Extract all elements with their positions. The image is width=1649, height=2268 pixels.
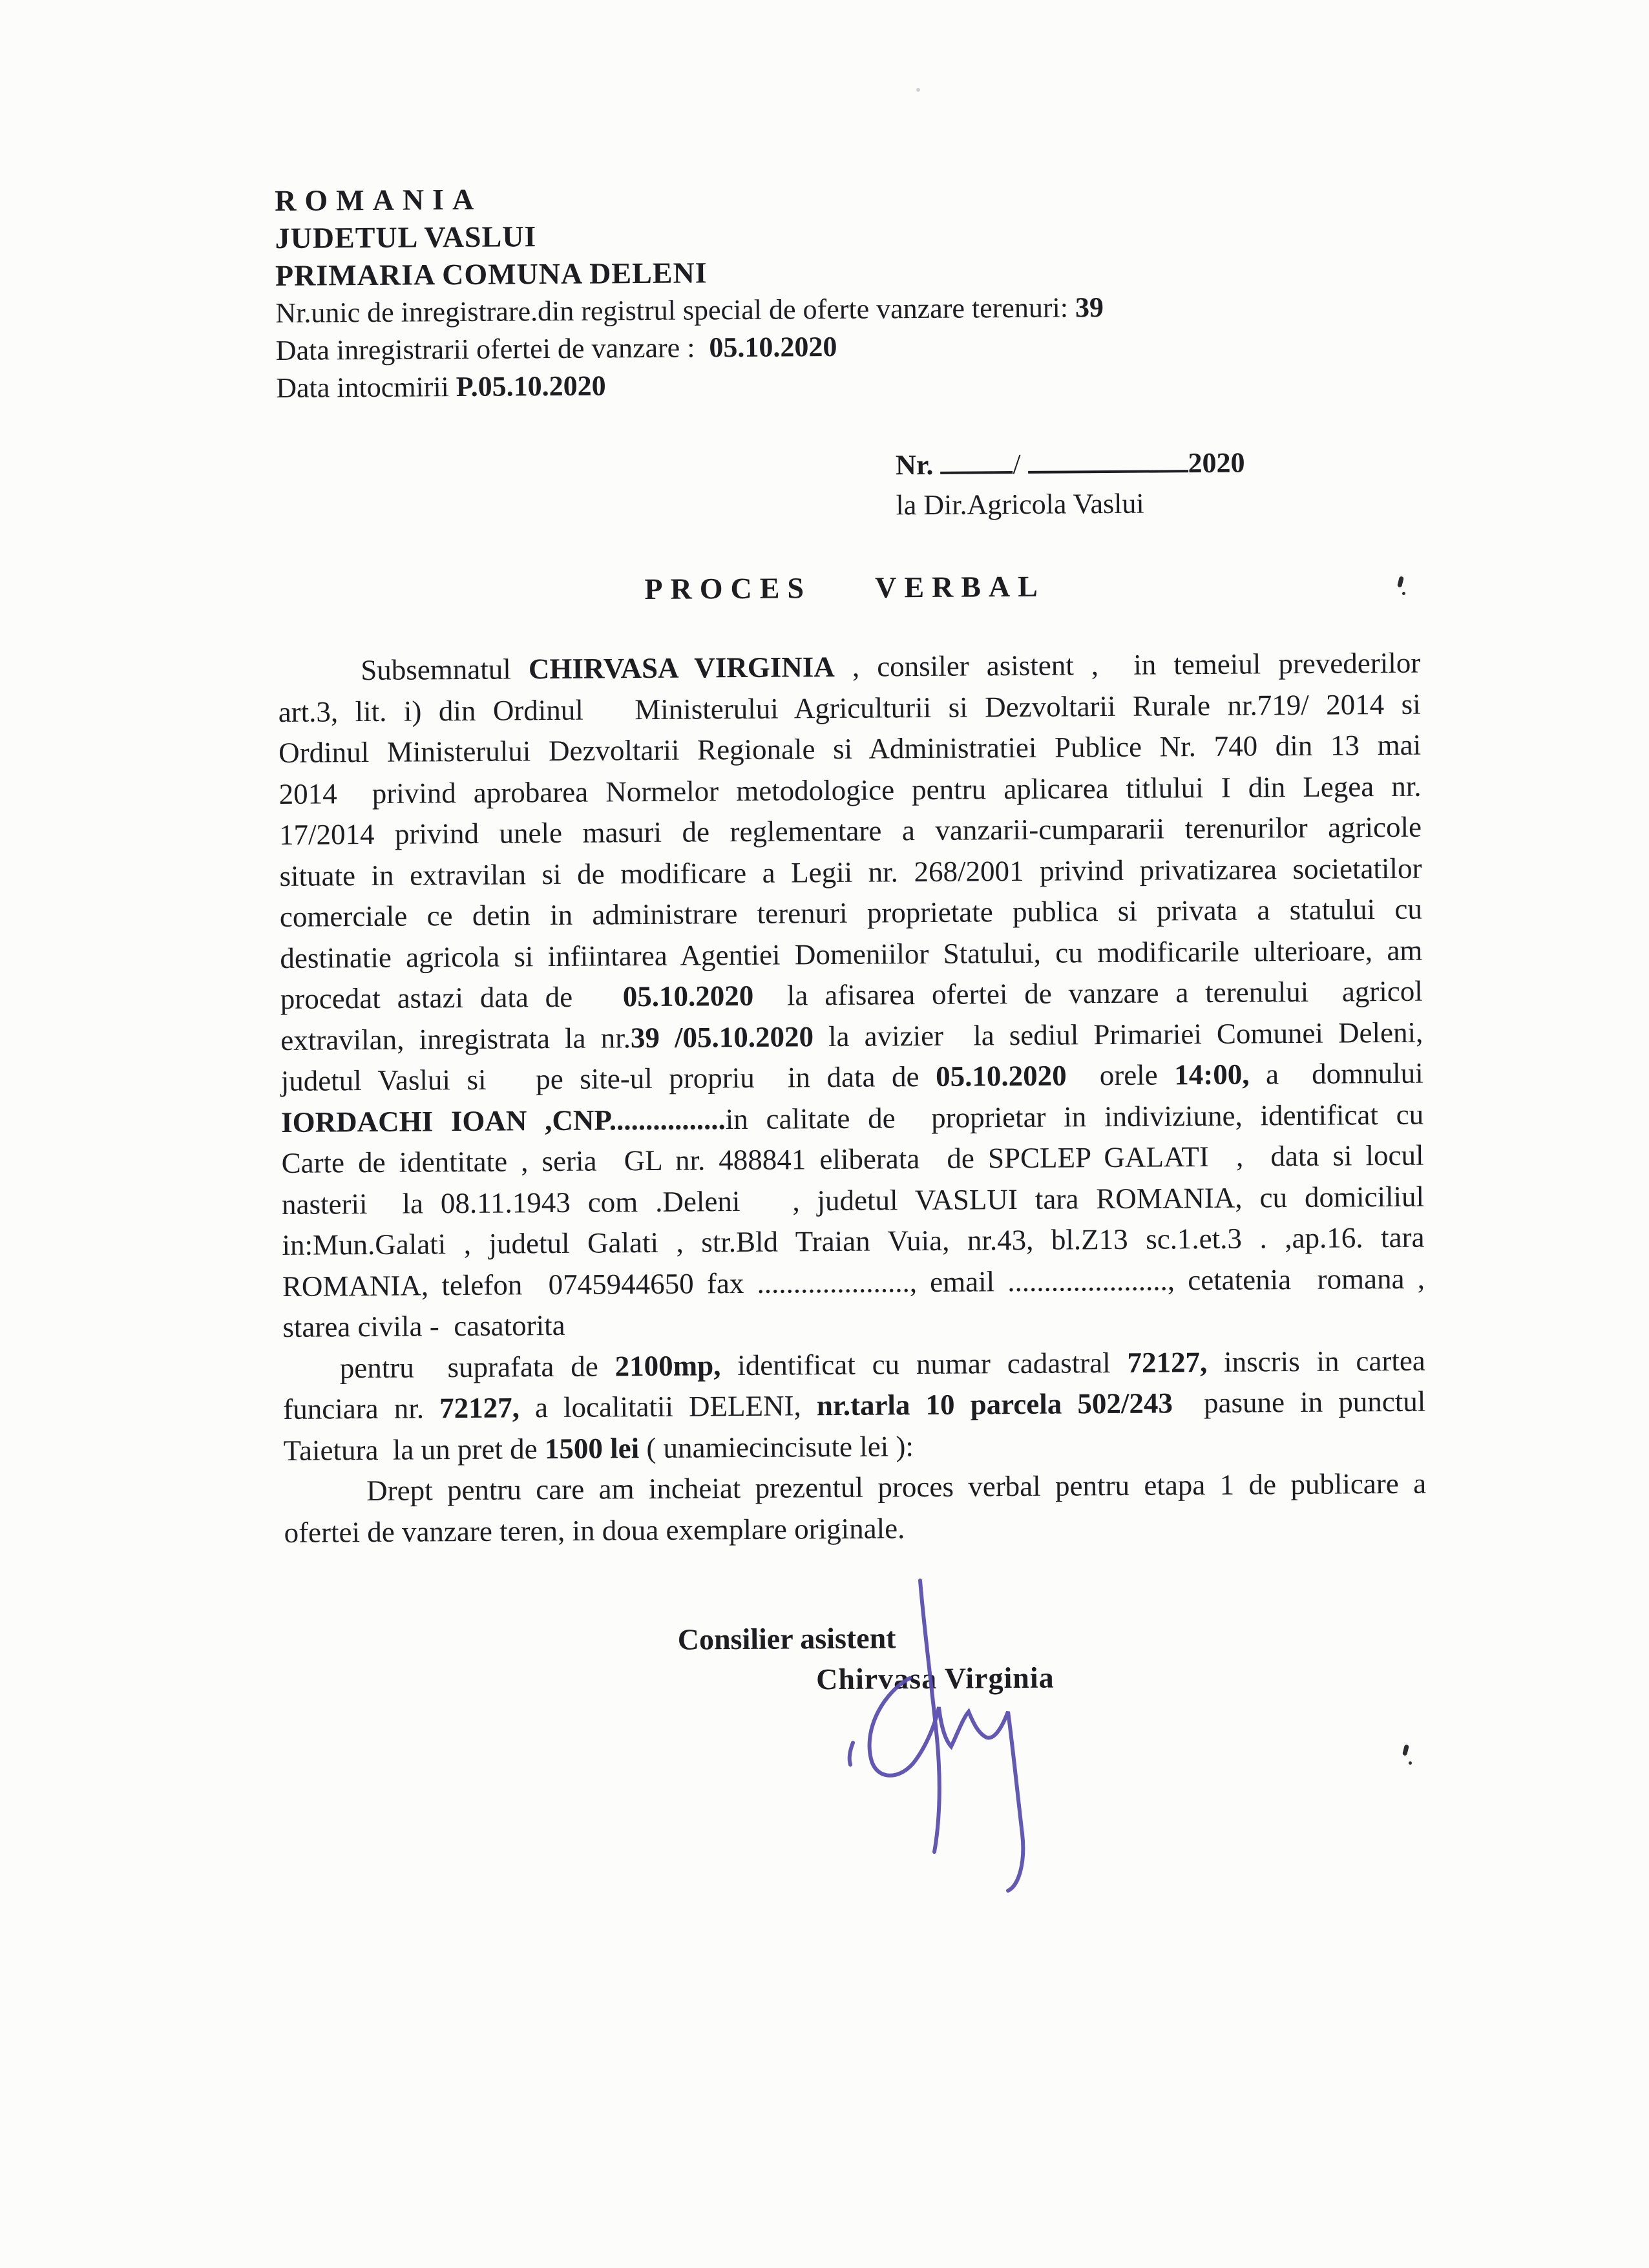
body-line: [281, 1135, 1423, 1184]
text-segment: Carte de identitate , seria GL nr. 488841 eliberata de SPCLEP GALATI , data si locul: [281, 1139, 1424, 1179]
bold-text-segment: 39 /05.10.2020: [630, 1020, 814, 1054]
text-segment: a domnului: [1249, 1056, 1423, 1091]
text-segment: 17/2014 privind unele masuri de reglementare a vanzarii-cumpararii terenurilor agricole: [278, 810, 1422, 851]
signer-name: Chirvasa Virginia: [816, 1661, 1055, 1696]
document-content: [275, 174, 1427, 1703]
header-drafting-date-line: [276, 362, 1418, 407]
text-segment: judetul Vaslui si pe site-ul propriu in data de: [280, 1060, 936, 1097]
text-segment: 2014 privind aprobarea Normelor metodologice pentru aplicarea titlului I din Legea nr.: [278, 770, 1422, 810]
ink-speck: [1402, 1744, 1409, 1756]
text-segment: Data inregistrarii ofertei de vanzare :: [275, 331, 709, 366]
text-segment: a localitatii DELENI,: [519, 1389, 817, 1424]
signature-stroke-tick: [850, 1743, 853, 1765]
bold-text-segment: 05.10.2020: [935, 1059, 1067, 1093]
bold-text-segment: ROMANIA: [275, 182, 483, 217]
blank-number-field: [940, 445, 1013, 474]
text-segment: la avizier la sediul Primariei Comunei Deleni,: [813, 1016, 1423, 1053]
text-segment: funciara nr.: [283, 1392, 440, 1425]
bold-text-segment: JUDETUL VASLUI: [275, 220, 537, 255]
text-segment: orele: [1066, 1058, 1175, 1092]
bold-text-segment: 1500 lei: [544, 1431, 640, 1465]
number-line: [896, 442, 1419, 486]
addressee-line: la Dir.Agricola Vaslui: [896, 487, 1144, 521]
slash-separator: /: [1013, 448, 1021, 481]
text-segment: comerciale ce detin in administrare terenuri proprietate publica si privata a statului cu: [279, 892, 1423, 933]
text-segment: ( unamiecincisute lei ):: [638, 1429, 914, 1464]
ink-speck: [1402, 592, 1405, 595]
signature-block: [285, 1614, 1428, 1703]
body-line: [278, 725, 1421, 774]
year-label: 2020: [1188, 446, 1245, 479]
bold-text-segment: nr.tarla 10 parcela 502/243: [816, 1387, 1173, 1422]
text-segment: Drept pentru care am incheiat prezentul proces verbal pentru etapa 1 de publicare a: [366, 1467, 1427, 1507]
body-line: [280, 971, 1423, 1020]
ink-speck: [916, 88, 920, 92]
bold-text-segment: PRIMARIA COMUNA DELENI: [275, 256, 708, 292]
ink-speck: [1409, 1761, 1412, 1765]
bold-text-segment: 39: [1075, 291, 1104, 324]
bold-text-segment: 05.10.2020: [622, 979, 754, 1013]
text-segment: Data intocmirii: [276, 371, 456, 404]
body-line: [278, 643, 1420, 692]
text-segment: ROMANIA, telefon 0745944650 fax ....................., email ......................, cetatenia romana ,: [282, 1262, 1425, 1303]
text-segment: art.3, lit. i) din Ordinul Ministerului Agriculturii si Dezvoltarii Rurale nr.719/ 2014 si: [278, 688, 1421, 728]
text-segment: Taietura la un pret de: [283, 1432, 545, 1467]
bold-text-segment: P.05.10.2020: [456, 370, 606, 403]
text-segment: inscris in cartea: [1207, 1344, 1425, 1378]
document-header: [275, 174, 1418, 407]
signature-stroke-loop: [870, 1678, 1024, 1891]
text-segment: pentru suprafata de: [339, 1349, 615, 1384]
body-line: [284, 1464, 1426, 1513]
text-segment: la afisarea ofertei de vanzare a terenului agricol: [753, 974, 1423, 1012]
bold-text-segment: 05.10.2020: [709, 330, 837, 364]
body-line: [283, 1381, 1425, 1431]
text-segment: identificat cu numar cadastral: [720, 1346, 1128, 1381]
text-segment: in calitate de proprietar in indiviziune, identificat cu: [725, 1098, 1424, 1135]
bold-text-segment: CHIRVASA VIRGINIA: [528, 650, 835, 686]
text-segment: destinatie agricola si infiintarea Agentiei Domeniilor Statului, cu modificarile ulterioare, am: [280, 934, 1423, 974]
bold-text-segment: 72127,: [1127, 1345, 1208, 1379]
text-segment: Subsemnatul: [361, 653, 529, 687]
number-label: Nr.: [895, 448, 934, 481]
text-segment: in:Mun.Galati , judetul Galati , str.Bld Traian Vuia, nr.43, bl.Z13 sc.1.et.3 . ,ap.16. tara: [282, 1221, 1425, 1261]
body-line: [282, 1258, 1425, 1307]
blank-date-field: [1027, 444, 1188, 474]
body-line: [280, 1053, 1423, 1102]
text-segment: starea civila - casatorita: [282, 1308, 565, 1343]
body-line: [282, 1217, 1424, 1266]
bold-text-segment: 72127,: [439, 1391, 520, 1425]
body-line: [284, 1504, 1426, 1553]
text-segment: , consiler asistent , in temeiul prevederilor: [834, 646, 1421, 683]
text-segment: procedat astazi data de: [280, 980, 623, 1015]
document-title: PROCES VERBAL: [644, 569, 1046, 606]
text-segment: ofertei de vanzare teren, in doua exemplare originale.: [284, 1511, 905, 1549]
body-line: [279, 807, 1422, 856]
text-segment: extravilan, inregistrata la nr.: [280, 1021, 631, 1056]
bold-text-segment: IORDACHI IOAN ,CNP................: [280, 1102, 726, 1139]
registration-number-block: [896, 442, 1420, 526]
signer-role: Consilier asistent: [677, 1621, 896, 1656]
text-segment: pasune in punctul: [1172, 1385, 1426, 1420]
text-segment: Nr.unic de inregistrare.din registrul special de oferte vanzare terenuri:: [275, 291, 1076, 329]
body-text: [278, 643, 1427, 1553]
body-line: [280, 889, 1422, 938]
text-segment: situate in extravilan si de modificare a Legii nr. 268/2001 privind privatizarea societatilor: [279, 852, 1422, 892]
bold-text-segment: 2100mp,: [614, 1349, 721, 1382]
text-segment: Ordinul Ministerului Dezvoltarii Regionale si Administratiei Publice Nr. 740 din 13 mai: [278, 728, 1422, 769]
text-segment: nasterii la 08.11.1943 com .Deleni , judetul VASLUI tara ROMANIA, cu domiciliul: [281, 1180, 1425, 1221]
bold-text-segment: 14:00,: [1174, 1058, 1250, 1091]
